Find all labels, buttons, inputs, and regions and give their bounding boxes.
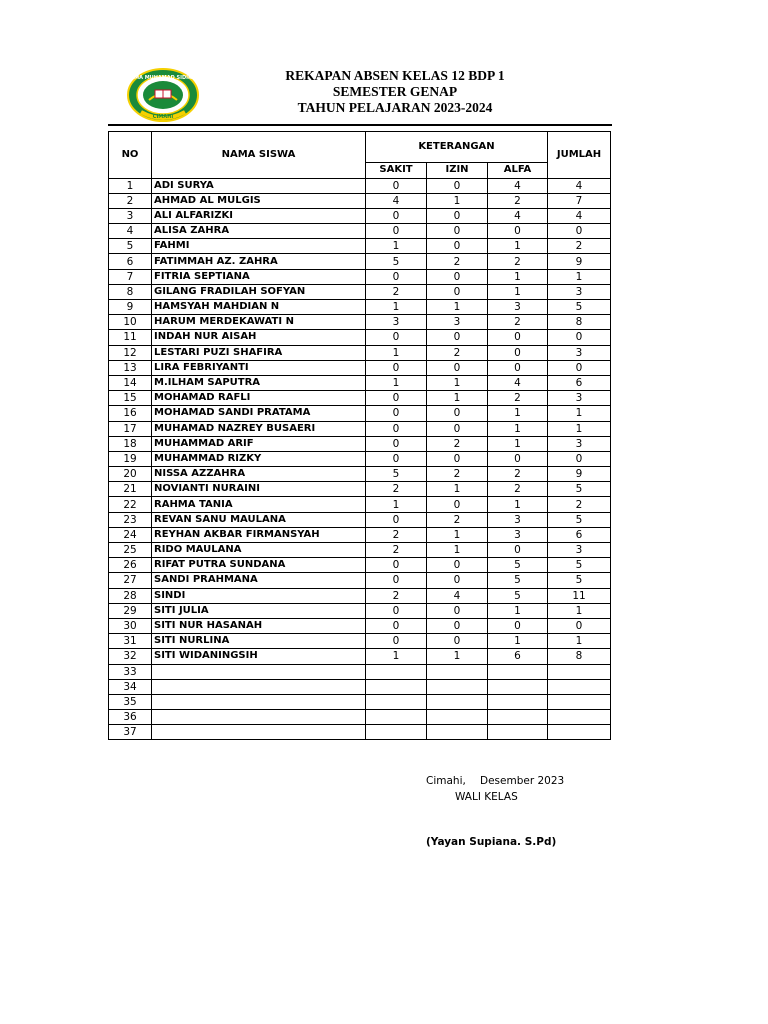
cell-name: INDAH NUR AISAH [152,330,366,345]
table-row [109,406,611,421]
cell-izin: 2 [427,254,488,269]
header-jumlah: JUMLAH [548,132,611,179]
cell-sakit: 0 [366,573,427,588]
cell-alfa: 0 [488,543,548,558]
table-row [109,725,611,740]
cell-no: 21 [109,482,152,497]
cell-alfa: 2 [488,391,548,406]
cell-alfa: 0 [488,451,548,466]
cell-izin: 1 [427,300,488,315]
cell-izin: 2 [427,345,488,360]
cell-no: 8 [109,284,152,299]
cell-no: 37 [109,725,152,740]
cell-jumlah: 5 [548,512,611,527]
cell-name: MUHAMMAD RIZKY [152,451,366,466]
cell-jumlah: 5 [548,558,611,573]
cell-no: 18 [109,436,152,451]
cell-izin: 0 [427,406,488,421]
cell-izin: 1 [427,482,488,497]
title-line-1: REKAPAN ABSEN KELAS 12 BDP 1 [285,68,505,83]
header-name: NAMA SISWA [152,132,366,179]
cell-jumlah: 3 [548,284,611,299]
cell-name: LESTARI PUZI SHAFIRA [152,345,366,360]
table-row [109,224,611,239]
school-logo [127,68,199,122]
cell-jumlah: 3 [548,543,611,558]
cell-izin: 0 [427,208,488,223]
cell-izin: 1 [427,375,488,390]
cell-sakit: 0 [366,634,427,649]
table-row [109,679,611,694]
table-row [109,497,611,512]
cell-alfa: 0 [488,360,548,375]
cell-sakit: 1 [366,239,427,254]
cell-alfa: 6 [488,649,548,664]
cell-sakit: 5 [366,254,427,269]
table-row [109,451,611,466]
cell-jumlah: 1 [548,634,611,649]
cell-sakit: 0 [366,391,427,406]
cell-name: RIFAT PUTRA SUNDANA [152,558,366,573]
cell-jumlah: 1 [548,406,611,421]
cell-izin: 0 [427,239,488,254]
attendance-table [108,131,611,740]
cell-sakit: 5 [366,467,427,482]
cell-izin: 0 [427,451,488,466]
cell-no: 7 [109,269,152,284]
cell-alfa: 4 [488,208,548,223]
cell-no: 30 [109,618,152,633]
cell-alfa: 0 [488,345,548,360]
cell-name [152,664,366,679]
cell-alfa: 1 [488,269,548,284]
cell-no: 19 [109,451,152,466]
cell-name: SITI NURLINA [152,634,366,649]
cell-alfa: 4 [488,375,548,390]
cell-sakit [366,664,427,679]
cell-izin [427,710,488,725]
cell-izin: 0 [427,330,488,345]
cell-jumlah: 2 [548,239,611,254]
cell-alfa [488,725,548,740]
cell-izin: 0 [427,634,488,649]
cell-sakit: 1 [366,300,427,315]
cell-jumlah: 11 [548,588,611,603]
cell-no: 23 [109,512,152,527]
cell-no: 33 [109,664,152,679]
cell-alfa: 1 [488,284,548,299]
cell-izin: 1 [427,543,488,558]
cell-alfa: 1 [488,239,548,254]
cell-no: 25 [109,543,152,558]
table-row [109,618,611,633]
cell-name: SANDI PRAHMANA [152,573,366,588]
cell-name: MUHAMMAD ARIF [152,436,366,451]
cell-name: RIDO MAULANA [152,543,366,558]
cell-sakit: 3 [366,315,427,330]
cell-jumlah [548,694,611,709]
cell-name: REYHAN AKBAR FIRMANSYAH [152,527,366,542]
cell-name: ADI SURYA [152,178,366,193]
cell-no: 15 [109,391,152,406]
cell-alfa: 4 [488,178,548,193]
cell-alfa: 0 [488,224,548,239]
cell-name: FAHMI [152,239,366,254]
cell-izin: 0 [427,421,488,436]
cell-name: MOHAMAD SANDI PRATAMA [152,406,366,421]
table-row [109,558,611,573]
cell-izin: 0 [427,603,488,618]
signature-role: WALI KELAS [455,791,518,803]
cell-alfa: 5 [488,588,548,603]
cell-name: FITRIA SEPTIANA [152,269,366,284]
cell-name: ALISA ZAHRA [152,224,366,239]
cell-no: 35 [109,694,152,709]
cell-sakit [366,725,427,740]
cell-jumlah: 6 [548,375,611,390]
cell-name: SINDI [152,588,366,603]
cell-no: 5 [109,239,152,254]
cell-sakit: 2 [366,543,427,558]
cell-alfa: 1 [488,436,548,451]
cell-no: 16 [109,406,152,421]
table-row [109,193,611,208]
table-row [109,467,611,482]
table-row [109,588,611,603]
cell-no: 31 [109,634,152,649]
header-keterangan: KETERANGAN [366,132,548,163]
cell-jumlah: 0 [548,224,611,239]
cell-jumlah: 0 [548,360,611,375]
cell-alfa: 3 [488,512,548,527]
cell-sakit: 2 [366,527,427,542]
cell-sakit: 1 [366,345,427,360]
cell-sakit: 1 [366,649,427,664]
cell-izin: 3 [427,315,488,330]
table-row [109,512,611,527]
table-row [109,375,611,390]
cell-name: LIRA FEBRIYANTI [152,360,366,375]
cell-jumlah: 9 [548,254,611,269]
cell-no: 4 [109,224,152,239]
table-row [109,527,611,542]
cell-jumlah: 0 [548,618,611,633]
cell-izin: 0 [427,284,488,299]
cell-jumlah [548,679,611,694]
cell-izin: 0 [427,618,488,633]
cell-izin: 4 [427,588,488,603]
cell-sakit: 1 [366,497,427,512]
cell-no: 6 [109,254,152,269]
cell-no: 14 [109,375,152,390]
cell-jumlah: 6 [548,527,611,542]
cell-izin: 1 [427,527,488,542]
cell-jumlah: 2 [548,497,611,512]
cell-sakit: 0 [366,406,427,421]
cell-sakit [366,710,427,725]
cell-sakit: 0 [366,558,427,573]
table-row [109,710,611,725]
cell-izin [427,694,488,709]
cell-sakit: 0 [366,421,427,436]
cell-izin: 1 [427,193,488,208]
cell-no: 34 [109,679,152,694]
cell-sakit: 0 [366,603,427,618]
table-row [109,694,611,709]
cell-no: 12 [109,345,152,360]
cell-alfa: 2 [488,254,548,269]
table-header-row [109,132,611,163]
cell-sakit: 2 [366,588,427,603]
header-no: NO [109,132,152,179]
cell-no: 3 [109,208,152,223]
cell-jumlah [548,725,611,740]
table-row [109,603,611,618]
cell-sakit: 0 [366,330,427,345]
cell-name: SITI JULIA [152,603,366,618]
table-row [109,634,611,649]
cell-sakit: 0 [366,224,427,239]
cell-sakit: 0 [366,451,427,466]
cell-jumlah: 3 [548,436,611,451]
cell-alfa: 5 [488,573,548,588]
cell-jumlah: 0 [548,451,611,466]
table-row [109,330,611,345]
cell-name: RAHMA TANIA [152,497,366,512]
cell-name: MUHAMAD NAZREY BUSAERI [152,421,366,436]
cell-izin: 1 [427,649,488,664]
cell-jumlah [548,664,611,679]
cell-sakit [366,694,427,709]
cell-name: GILANG FRADILAH SOFYAN [152,284,366,299]
cell-jumlah: 0 [548,330,611,345]
cell-alfa: 2 [488,315,548,330]
cell-izin: 0 [427,269,488,284]
cell-sakit: 0 [366,360,427,375]
table-row [109,345,611,360]
cell-alfa: 1 [488,406,548,421]
cell-no: 10 [109,315,152,330]
cell-alfa [488,694,548,709]
cell-name: MOHAMAD RAFLI [152,391,366,406]
header-izin: IZIN [427,163,488,179]
table-row [109,315,611,330]
table-row [109,391,611,406]
cell-name: HARUM MERDEKAWATI N [152,315,366,330]
cell-no: 17 [109,421,152,436]
table-row [109,300,611,315]
cell-alfa: 5 [488,558,548,573]
cell-jumlah: 7 [548,193,611,208]
cell-sakit: 0 [366,512,427,527]
cell-jumlah: 9 [548,467,611,482]
cell-jumlah: 1 [548,421,611,436]
cell-alfa: 1 [488,497,548,512]
cell-no: 20 [109,467,152,482]
cell-no: 36 [109,710,152,725]
cell-no: 26 [109,558,152,573]
cell-name: SITI NUR HASANAH [152,618,366,633]
cell-name: SITI WIDANINGSIH [152,649,366,664]
title-divider [108,124,612,126]
table-row [109,254,611,269]
cell-izin: 0 [427,558,488,573]
cell-jumlah: 1 [548,603,611,618]
table-row [109,543,611,558]
cell-jumlah: 1 [548,269,611,284]
cell-jumlah: 5 [548,573,611,588]
cell-sakit: 0 [366,269,427,284]
cell-alfa: 2 [488,482,548,497]
title-line-3: TAHUN PELAJARAN 2023-2024 [297,100,493,115]
cell-sakit: 4 [366,193,427,208]
cell-sakit: 2 [366,482,427,497]
table-row [109,482,611,497]
cell-izin: 2 [427,436,488,451]
signature-name: (Yayan Supiana. S.Pd) [426,836,557,848]
cell-name: HAMSYAH MAHDIAN N [152,300,366,315]
cell-no: 22 [109,497,152,512]
cell-izin: 0 [427,178,488,193]
cell-jumlah: 4 [548,178,611,193]
cell-name: FATIMMAH AZ. ZAHRA [152,254,366,269]
cell-name: ALI ALFARIZKI [152,208,366,223]
table-row [109,664,611,679]
cell-no: 1 [109,178,152,193]
table-row [109,208,611,223]
signature-date: Desember 2023 [480,775,565,787]
cell-sakit: 0 [366,618,427,633]
cell-no: 24 [109,527,152,542]
cell-name: REVAN SANU MAULANA [152,512,366,527]
cell-name: NISSA AZZAHRA [152,467,366,482]
cell-sakit: 2 [366,284,427,299]
cell-izin: 0 [427,573,488,588]
cell-alfa: 2 [488,193,548,208]
cell-izin: 0 [427,360,488,375]
cell-sakit: 0 [366,208,427,223]
table-row [109,284,611,299]
cell-no: 32 [109,649,152,664]
cell-izin [427,725,488,740]
cell-jumlah: 3 [548,391,611,406]
cell-no: 29 [109,603,152,618]
cell-name [152,694,366,709]
cell-alfa: 3 [488,527,548,542]
cell-no: 28 [109,588,152,603]
cell-izin: 0 [427,497,488,512]
cell-alfa: 0 [488,618,548,633]
table-row [109,573,611,588]
signature-place: Cimahi, [426,775,466,787]
logo-bottom-text: CIMAHI [152,114,174,120]
cell-name: NOVIANTI NURAINI [152,482,366,497]
cell-izin: 2 [427,467,488,482]
cell-sakit: 0 [366,178,427,193]
cell-alfa: 0 [488,330,548,345]
cell-jumlah: 8 [548,649,611,664]
header-alfa: ALFA [488,163,548,179]
cell-name [152,710,366,725]
cell-name [152,679,366,694]
cell-jumlah: 5 [548,300,611,315]
table-row [109,178,611,193]
table-row [109,239,611,254]
cell-no: 27 [109,573,152,588]
cell-jumlah [548,710,611,725]
cell-izin: 1 [427,391,488,406]
table-row [109,436,611,451]
cell-alfa: 2 [488,467,548,482]
cell-izin: 2 [427,512,488,527]
cell-no: 13 [109,360,152,375]
cell-alfa: 1 [488,634,548,649]
logo-top-text: MA MUHAMAD SIDIK [134,75,192,81]
cell-alfa: 3 [488,300,548,315]
cell-izin: 0 [427,224,488,239]
cell-name: M.ILHAM SAPUTRA [152,375,366,390]
table-row [109,269,611,284]
cell-no: 2 [109,193,152,208]
cell-izin [427,679,488,694]
table-row [109,649,611,664]
cell-alfa [488,710,548,725]
header-sakit: SAKIT [366,163,427,179]
cell-name [152,725,366,740]
cell-izin [427,664,488,679]
cell-sakit: 0 [366,436,427,451]
table-row [109,421,611,436]
cell-alfa [488,679,548,694]
cell-jumlah: 3 [548,345,611,360]
cell-sakit [366,679,427,694]
cell-no: 11 [109,330,152,345]
cell-no: 9 [109,300,152,315]
cell-sakit: 1 [366,375,427,390]
cell-alfa: 1 [488,603,548,618]
cell-alfa: 1 [488,421,548,436]
cell-jumlah: 8 [548,315,611,330]
cell-alfa [488,664,548,679]
cell-name: AHMAD AL MULGIS [152,193,366,208]
cell-jumlah: 5 [548,482,611,497]
document-title [230,68,560,116]
title-line-2: SEMESTER GENAP [332,84,458,99]
cell-jumlah: 4 [548,208,611,223]
table-row [109,360,611,375]
